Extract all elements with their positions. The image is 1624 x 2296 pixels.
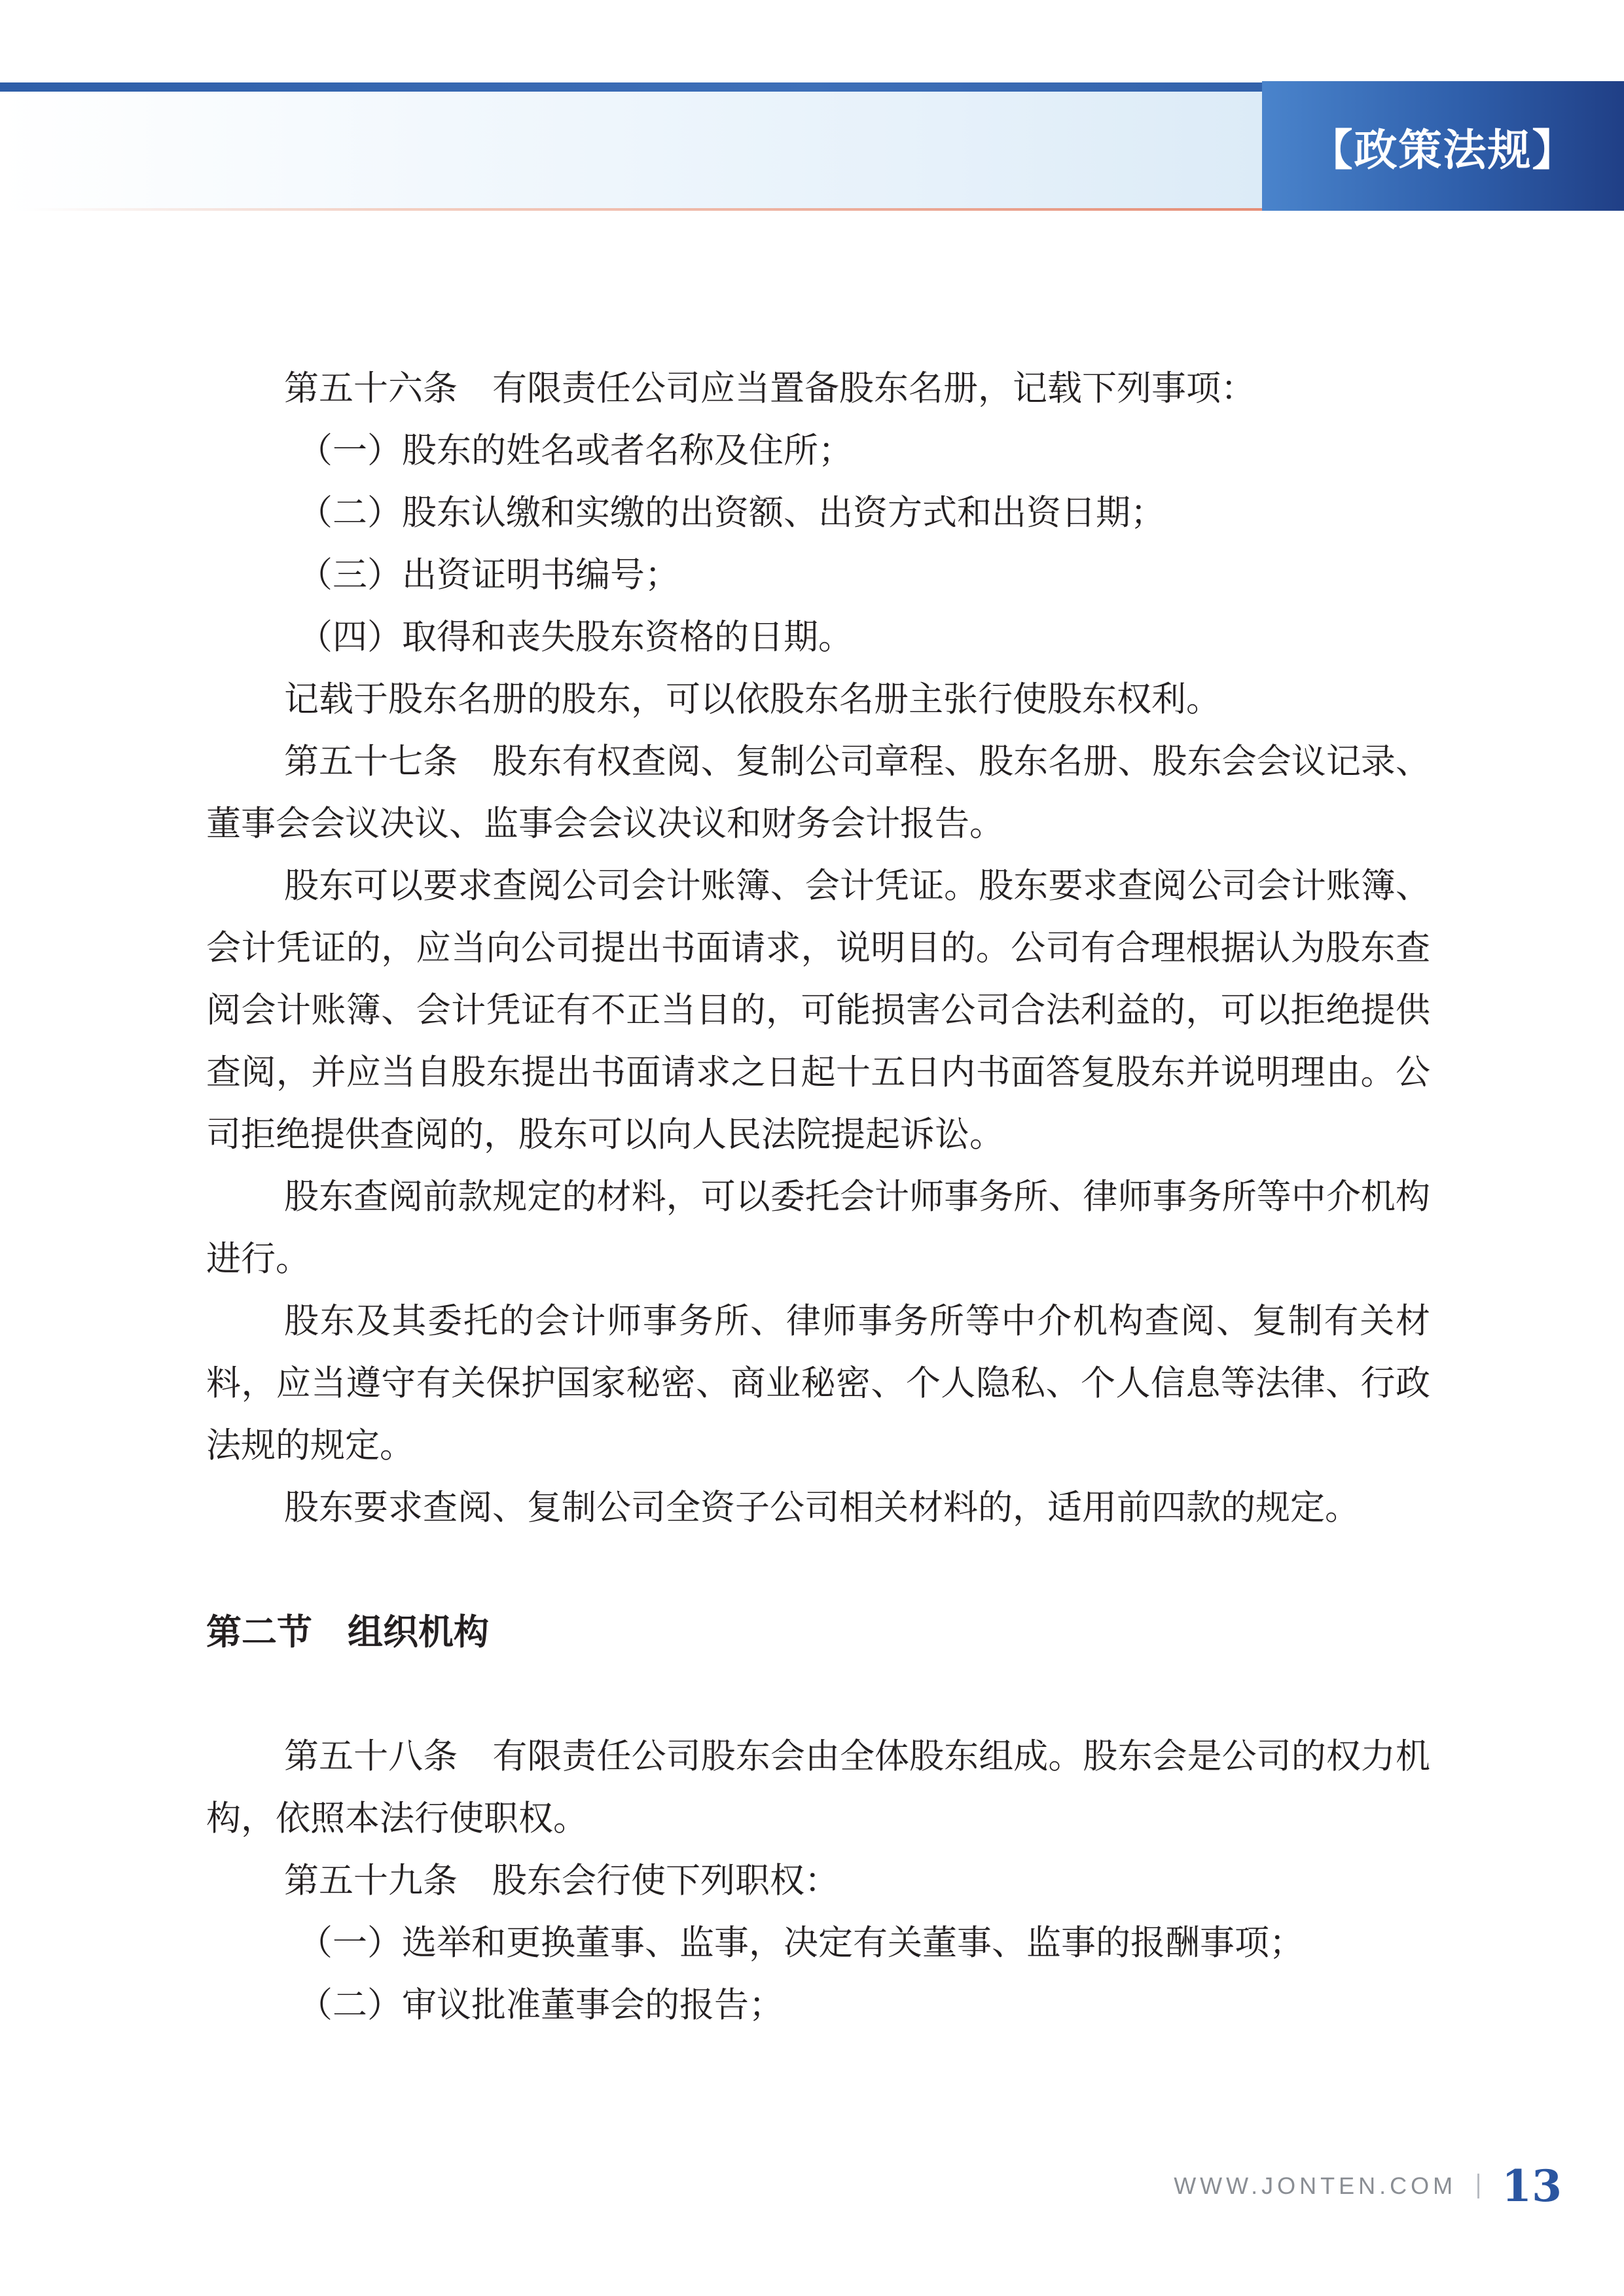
section-tag: 【政策法规】: [1262, 81, 1624, 211]
paragraph: 记载于股东名册的股东，可以依股东名册主张行使股东权利。: [284, 679, 1221, 719]
header-accent-line: [26, 208, 1262, 211]
paragraph: 股东及其委托的会计师事务所、律师事务所等中介机构查阅、复制有关材料，应当遵守有关保护国家秘密、商业秘密、个人隐私、个人信息等法律、行政法规的规定。: [206, 1301, 1430, 1465]
footer-divider: [1477, 2174, 1479, 2198]
section-heading: 第二节 组织机构: [206, 1611, 489, 1653]
header-band: [0, 92, 1262, 211]
article-58: 第五十八条 有限责任公司股东会由全体股东组成。股东会是公司的权力机构，依照本法行使职权。: [206, 1736, 1430, 1839]
page-footer: [1174, 2157, 1562, 2215]
article-59: 第五十九条 股东会行使下列职权：: [284, 1861, 839, 1901]
article-56: 第五十六条 有限责任公司应当置备股东名册，记载下列事项：: [284, 368, 1255, 408]
article-56-item: （四）取得和丧失股东资格的日期。: [298, 617, 853, 657]
paragraph: 股东可以要求查阅公司会计账簿、会计凭证。股东要求查阅公司会计账簿、会计凭证的，应当向公司提出书面请求，说明目的。公司有合理根据认为股东查阅会计账簿、会计凭证有不正当目的，可能损害公司合法利益的，可以拒绝提供查阅，并应当自股东提出书面请求之日起十五日内书面答复股东并说明理由。公司拒绝提供查阅的，股东可以向人民法院提起诉讼。: [206, 866, 1430, 1155]
paragraph: 股东查阅前款规定的材料，可以委托会计师事务所、律师事务所等中介机构进行。: [206, 1177, 1430, 1279]
article-57: 第五十七条 股东有权查阅、复制公司章程、股东名册、股东会会议记录、董事会会议决议、监事会会议决议和财务会计报告。: [206, 742, 1430, 844]
article-56-item: （一）股东的姓名或者名称及住所；: [298, 431, 853, 471]
page-number: 13: [1502, 2161, 1562, 2212]
footer-url: WWW.JONTEN.COM: [1174, 2172, 1457, 2199]
document-body: [206, 357, 1430, 2036]
paragraph: 股东要求查阅、复制公司全资子公司相关材料的，适用前四款的规定。: [284, 1488, 1360, 1528]
article-59-item: （一）选举和更换董事、监事，决定有关董事、监事的报酬事项；: [298, 1923, 1304, 1963]
article-59-item: （二）审议批准董事会的报告；: [298, 1985, 784, 2025]
article-56-item: （三）出资证明书编号；: [298, 555, 679, 595]
article-56-item: （二）股东认缴和实缴的出资额、出资方式和出资日期；: [298, 493, 1165, 533]
